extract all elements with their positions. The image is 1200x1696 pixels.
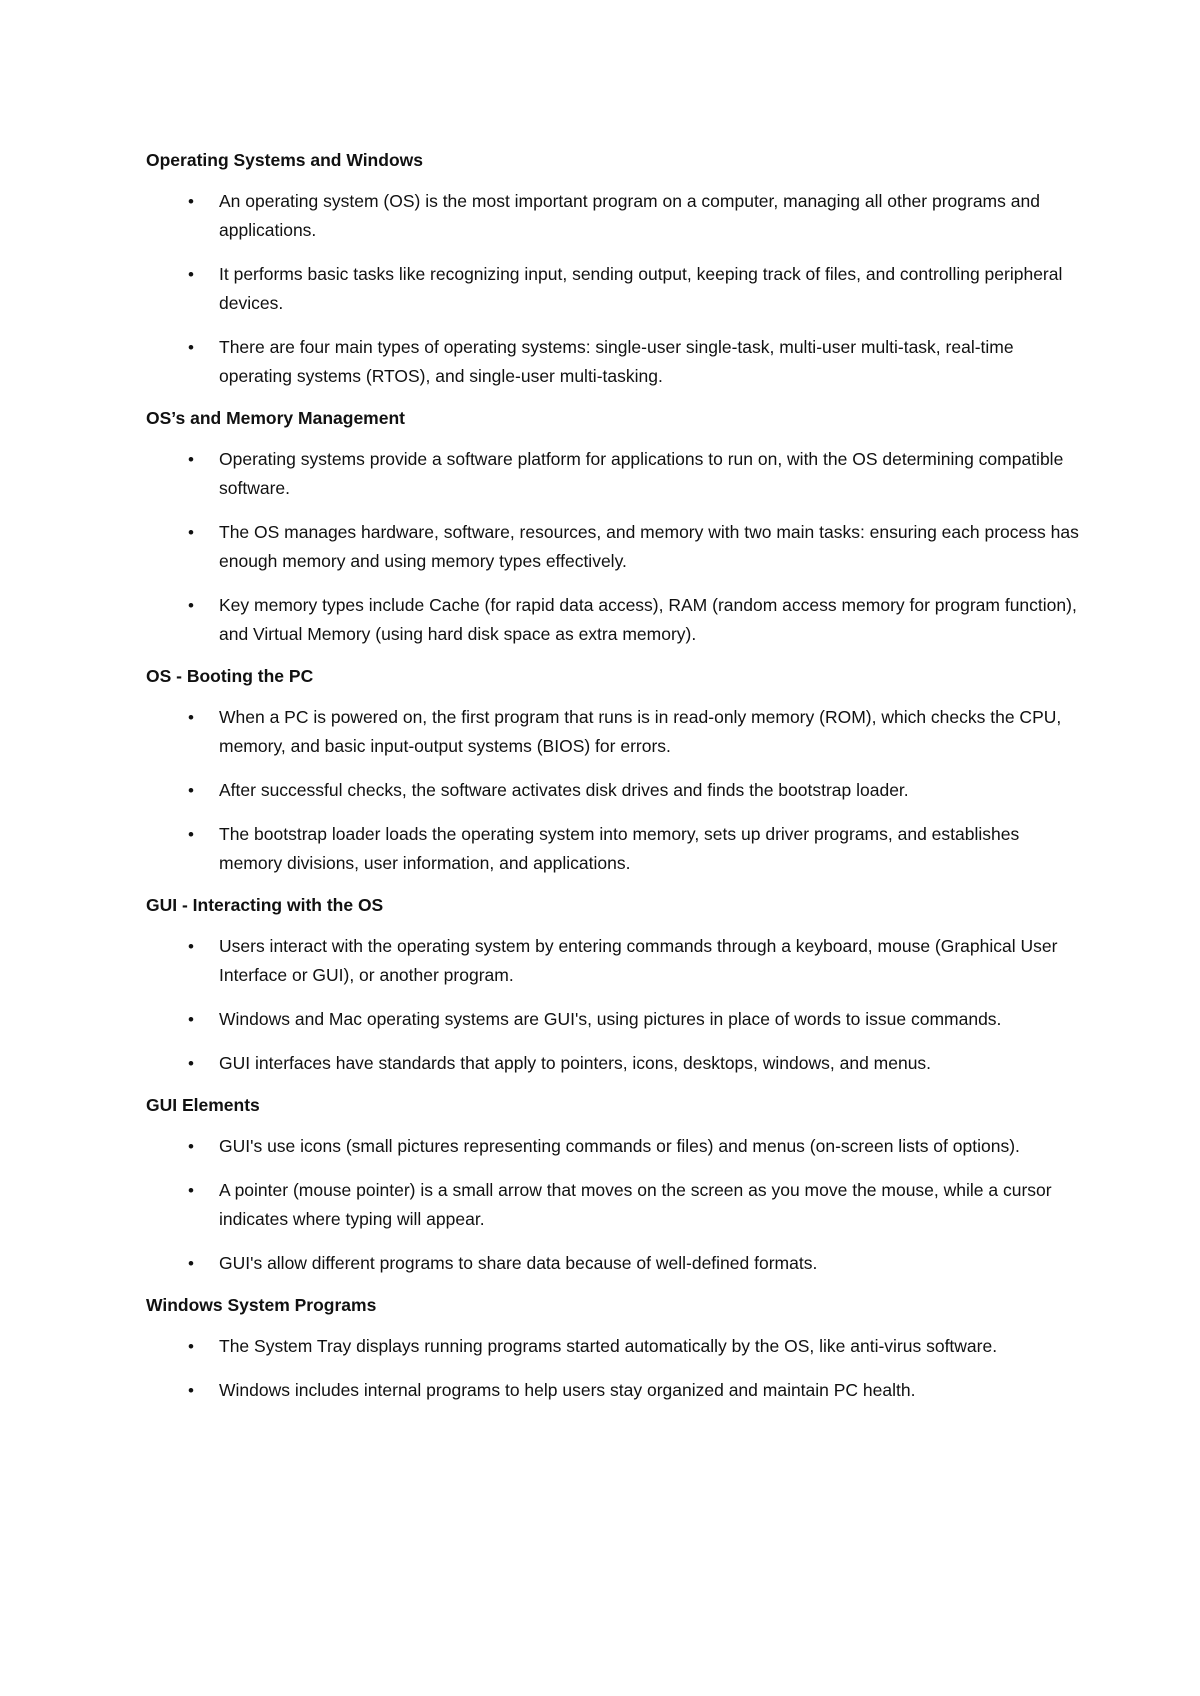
bullet-icon: • [188,450,194,469]
bullet-item [146,333,1080,391]
section-heading: GUI Elements [146,1095,260,1115]
bullet-icon: • [188,1181,194,1200]
bullet-icon: • [188,596,194,615]
bullet-text: Users interact with the operating system by entering commands through a keyboard, mouse (Graphical User Interface or GUI), or another program. [219,936,1058,985]
bullet-item [146,703,1080,761]
section-heading: Windows System Programs [146,1295,377,1315]
bullet-item [146,518,1080,576]
bullet-item [146,1249,1080,1278]
bullet-icon: • [188,1137,194,1156]
bullet-text: The System Tray displays running programs started automatically by the OS, like anti-virus software. [219,1336,998,1356]
bullet-item [146,1005,1080,1034]
bullet-icon: • [188,825,194,844]
bullet-icon: • [188,708,194,727]
bullet-text: It performs basic tasks like recognizing input, sending output, keeping track of files, and controlling peripheral devices. [219,264,1063,313]
bullet-item [146,187,1080,245]
bullet-icon: • [188,937,194,956]
bullet-icon: • [188,1054,194,1073]
bullet-text: When a PC is powered on, the first program that runs is in read-only memory (ROM), which checks the CPU, memory, and basic input-output systems (BIOS) for errors. [219,707,1062,756]
bullet-text: The OS manages hardware, software, resources, and memory with two main tasks: ensuring each process has enough memory and using memory types effectively. [219,522,1079,571]
bullet-text: GUI's allow different programs to share data because of well-defined formats. [219,1253,818,1273]
bullet-text: Windows includes internal programs to help users stay organized and maintain PC health. [219,1380,916,1400]
section-heading: Operating Systems and Windows [146,150,423,170]
section [146,148,1080,391]
bullet-icon: • [188,1337,194,1356]
bullet-icon: • [188,1381,194,1400]
bullet-text: Key memory types include Cache (for rapid data access), RAM (random access memory for program function), and Virtual Memory (using hard disk space as extra memory). [219,595,1077,644]
bullet-icon: • [188,781,194,800]
bullet-list [146,445,1080,649]
bullet-icon: • [188,192,194,211]
section [146,893,1080,1078]
bullet-icon: • [188,265,194,284]
bullet-text: Operating systems provide a software platform for applications to run on, with the OS determining compatible software. [219,449,1064,498]
bullet-text: An operating system (OS) is the most important program on a computer, managing all other programs and applications. [219,191,1040,240]
bullet-text: There are four main types of operating systems: single-user single-task, multi-user multi-task, real-time operating systems (RTOS), and single-user multi-tasking. [219,337,1014,386]
bullet-icon: • [188,1254,194,1273]
bullet-item [146,1049,1080,1078]
bullet-list [146,1332,1080,1405]
bullet-item [146,445,1080,503]
section [146,664,1080,878]
bullet-text: The bootstrap loader loads the operating system into memory, sets up driver programs, and establishes memory divisions, user information, and applications. [219,824,1020,873]
section-heading: OS - Booting the PC [146,666,314,686]
bullet-icon: • [188,338,194,357]
section [146,1093,1080,1278]
bullet-item [146,260,1080,318]
bullet-text: GUI's use icons (small pictures representing commands or files) and menus (on-screen lists of options). [219,1136,1020,1156]
bullet-icon: • [188,523,194,542]
bullet-item [146,1332,1080,1361]
bullet-list [146,187,1080,391]
bullet-text: GUI interfaces have standards that apply to pointers, icons, desktops, windows, and menus. [219,1053,932,1073]
bullet-item [146,1176,1080,1234]
bullet-list [146,703,1080,878]
bullet-text: After successful checks, the software activates disk drives and finds the bootstrap loader. [219,780,909,800]
section-heading: OS’s and Memory Management [146,408,405,428]
bullet-item [146,591,1080,649]
bullet-item [146,1376,1080,1405]
section [146,1293,1080,1405]
bullet-list [146,932,1080,1078]
section-heading: GUI - Interacting with the OS [146,895,384,915]
bullet-icon: • [188,1010,194,1029]
bullet-item [146,776,1080,805]
bullet-list [146,1132,1080,1278]
bullet-item [146,932,1080,990]
section [146,406,1080,649]
bullet-item [146,820,1080,878]
bullet-item [146,1132,1080,1161]
bullet-text: A pointer (mouse pointer) is a small arrow that moves on the screen as you move the mouse, while a cursor indicates where typing will appear. [219,1180,1052,1229]
bullet-text: Windows and Mac operating systems are GUI's, using pictures in place of words to issue commands. [219,1009,1002,1029]
